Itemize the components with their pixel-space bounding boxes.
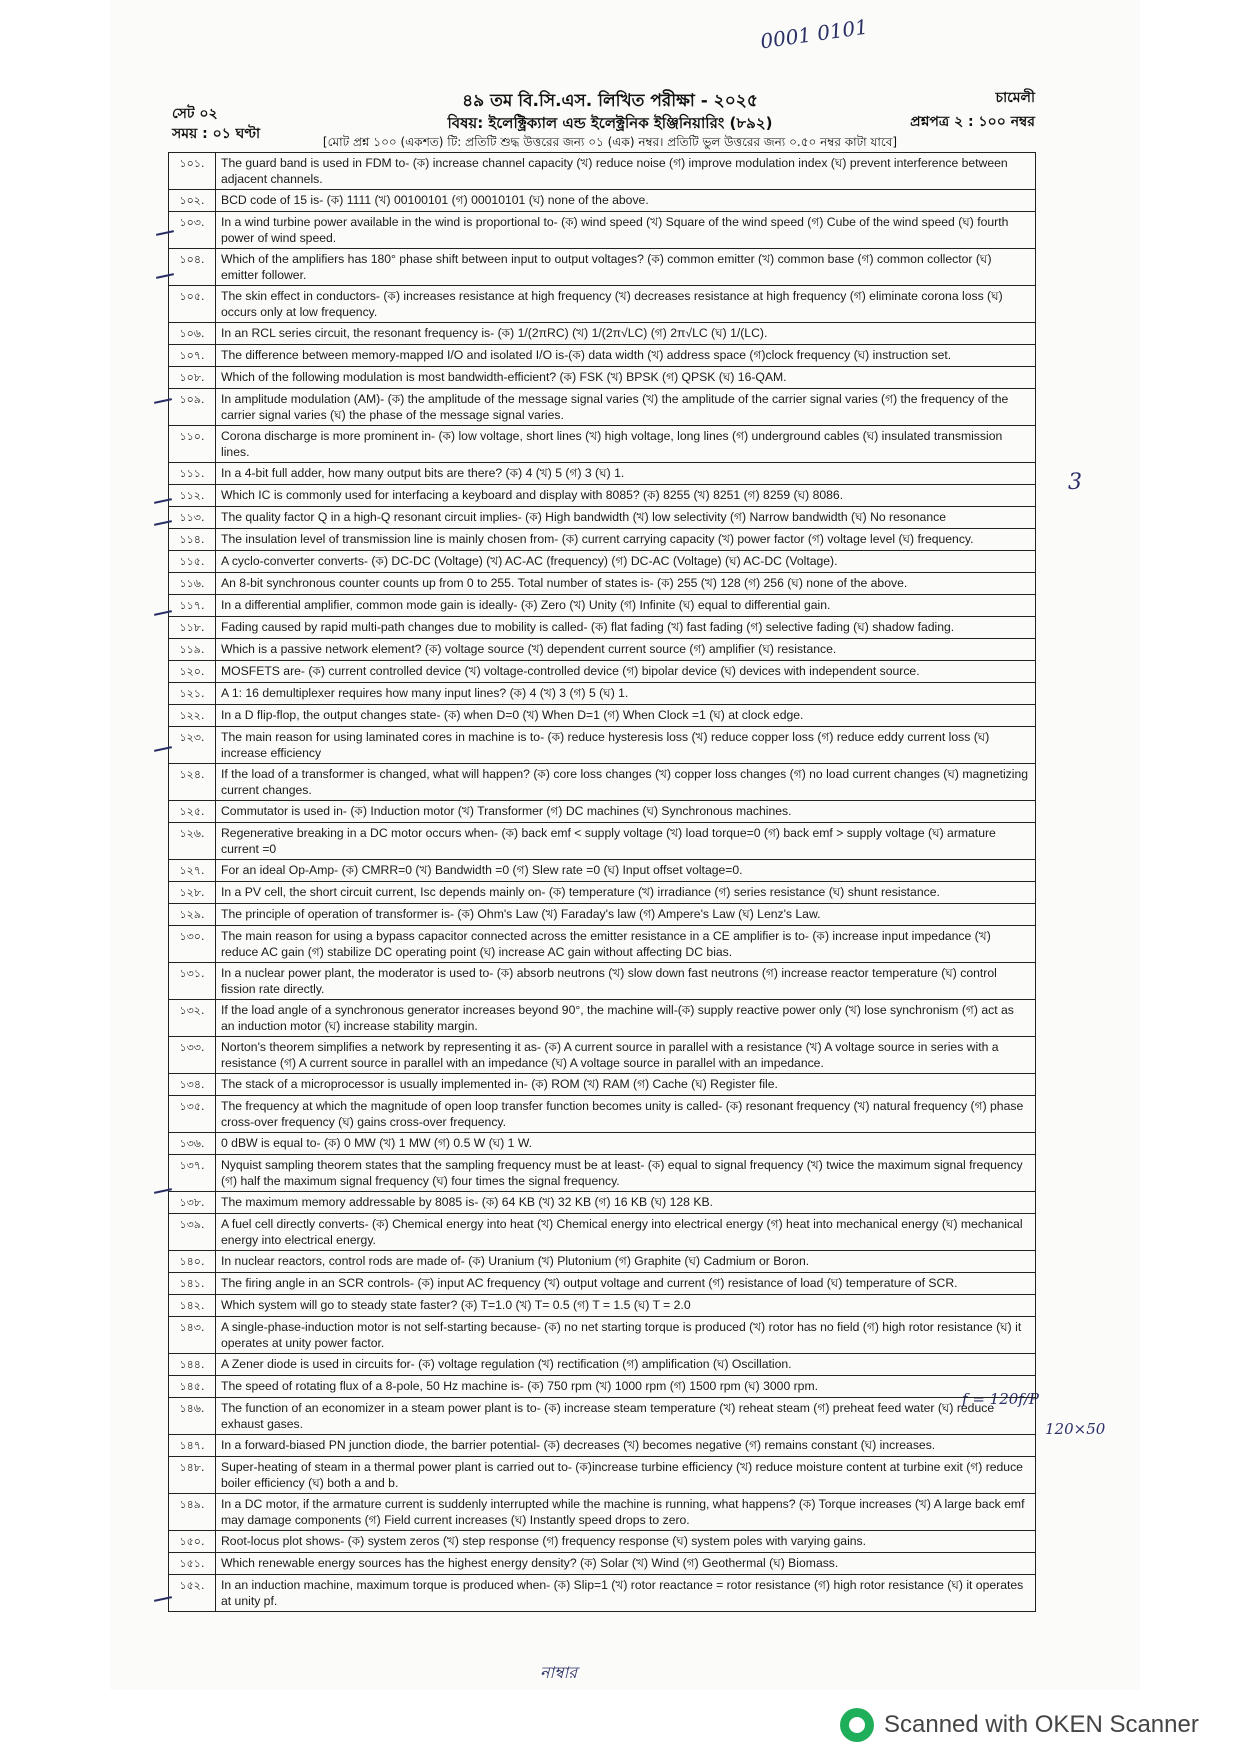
question-text: Fading caused by rapid multi-path changes due to mobility is called- (ক) flat fading (খ) fast fading (গ) selective fading (ঘ) shadow fading. bbox=[216, 617, 1036, 639]
question-text: In nuclear reactors, control rods are made of- (ক) Uranium (খ) Plutonium (গ) Graphite (ঘ) Cadmium or Boron. bbox=[216, 1251, 1036, 1273]
question-number: ১৪১. bbox=[169, 1273, 216, 1295]
question-row bbox=[169, 705, 1036, 727]
question-text: In a D flip-flop, the output changes state- (ক) when D=0 (খ) When D=1 (গ) When Clock =1 (ঘ) at clock edge. bbox=[216, 705, 1036, 727]
question-text: Which system will go to steady state faster? (ক) T=1.0 (খ) T= 0.5 (গ) T = 1.5 (ঘ) T = 2.0 bbox=[216, 1295, 1036, 1317]
question-number: ১০৭. bbox=[169, 345, 216, 367]
question-number: ১১৫. bbox=[169, 551, 216, 573]
question-text: The function of an economizer in a steam power plant is to- (ক) increase steam temperature (খ) reheat steam (গ) preheat feed water (ঘ) reduce exhaust gases. bbox=[216, 1398, 1036, 1435]
question-number: ১১৮. bbox=[169, 617, 216, 639]
question-row bbox=[169, 1096, 1036, 1133]
question-number: ১২৩. bbox=[169, 727, 216, 764]
question-text: In a 4-bit full adder, how many output bits are there? (ক) 4 (খ) 5 (গ) 3 (ঘ) 1. bbox=[216, 463, 1036, 485]
question-number: ১০১. bbox=[169, 153, 216, 190]
question-number: ১২৬. bbox=[169, 823, 216, 860]
question-text: The firing angle in an SCR controls- (ক) input AC frequency (খ) output voltage and current (গ) resistance of load (ঘ) temperature of SCR. bbox=[216, 1273, 1036, 1295]
question-number: ১২৪. bbox=[169, 764, 216, 801]
question-row bbox=[169, 212, 1036, 249]
oken-logo-icon bbox=[840, 1708, 874, 1742]
question-text: In a DC motor, if the armature current is suddenly interrupted while the machine is running, what happens? (ক) Torque increases (খ) A large back emf may damage components (গ) Field current increases (ঘ) Instantly speed drops to zero. bbox=[216, 1494, 1036, 1531]
question-row bbox=[169, 1251, 1036, 1273]
question-text: BCD code of 15 is- (ক) 1111 (খ) 00100101 (গ) 00010101 (ঘ) none of the above. bbox=[216, 190, 1036, 212]
question-number: ১১৩. bbox=[169, 507, 216, 529]
question-text: The speed of rotating flux of a 8-pole, 50 Hz machine is- (ক) 750 rpm (খ) 1000 rpm (গ) 1500 rpm (ঘ) 3000 rpm. bbox=[216, 1376, 1036, 1398]
question-row bbox=[169, 926, 1036, 963]
questions-table bbox=[168, 152, 1036, 1612]
question-text: MOSFETS are- (ক) current controlled device (খ) voltage-controlled device (গ) bipolar device (ঘ) devices with independent source. bbox=[216, 661, 1036, 683]
question-row bbox=[169, 1354, 1036, 1376]
question-text: Which of the amplifiers has 180° phase shift between input to output voltages? (ক) common emitter (খ) common base (গ) common collector (ঘ) emitter follower. bbox=[216, 249, 1036, 286]
question-number: ১২০. bbox=[169, 661, 216, 683]
question-text: The difference between memory-mapped I/O and isolated I/O is-(ক) data width (খ) address space (গ)clock frequency (ঘ) instruction set. bbox=[216, 345, 1036, 367]
question-row bbox=[169, 904, 1036, 926]
question-number: ১০৪. bbox=[169, 249, 216, 286]
question-row bbox=[169, 1295, 1036, 1317]
question-row bbox=[169, 153, 1036, 190]
question-text: Nyquist sampling theorem states that the sampling frequency must be at least- (ক) equal to signal frequency (খ) twice the maximum signal frequency (গ) half the maximum signal frequency (ঘ) four times the signal frequency. bbox=[216, 1155, 1036, 1192]
question-number: ১৩১. bbox=[169, 963, 216, 1000]
question-row bbox=[169, 323, 1036, 345]
question-number: ১১২. bbox=[169, 485, 216, 507]
question-number: ১০২. bbox=[169, 190, 216, 212]
scanner-watermark bbox=[840, 1708, 1199, 1742]
question-text: A Zener diode is used in circuits for- (ক) voltage regulation (খ) rectification (গ) amplification (ঘ) Oscillation. bbox=[216, 1354, 1036, 1376]
question-row bbox=[169, 1074, 1036, 1096]
question-number: ১৩৯. bbox=[169, 1214, 216, 1251]
handwritten-calc-formula: f = 120f/P bbox=[962, 1390, 1039, 1408]
question-text: Regenerative breaking in a DC motor occurs when- (ক) back emf < supply voltage (খ) load torque=0 (গ) back emf > supply voltage (ঘ) armature current =0 bbox=[216, 823, 1036, 860]
question-row bbox=[169, 1494, 1036, 1531]
question-row bbox=[169, 1133, 1036, 1155]
question-text: The guard band is used in FDM to- (ক) increase channel capacity (খ) reduce noise (গ) improve modulation index (ঘ) prevent interference between adjacent channels. bbox=[216, 153, 1036, 190]
question-text: In a PV cell, the short circuit current, Isc depends mainly on- (ক) temperature (খ) irradiance (গ) series resistance (ঘ) shunt resistance. bbox=[216, 882, 1036, 904]
question-row bbox=[169, 1376, 1036, 1398]
question-number: ১৩৩. bbox=[169, 1037, 216, 1074]
question-row bbox=[169, 963, 1036, 1000]
question-text: In a differential amplifier, common mode gain is ideally- (ক) Zero (খ) Unity (গ) Infinite (ঘ) equal to differential gain. bbox=[216, 595, 1036, 617]
question-number: ১১৯. bbox=[169, 639, 216, 661]
question-row bbox=[169, 551, 1036, 573]
question-number: ১৪২. bbox=[169, 1295, 216, 1317]
question-text: A 1: 16 demultiplexer requires how many input lines? (ক) 4 (খ) 3 (গ) 5 (ঘ) 1. bbox=[216, 683, 1036, 705]
exam-instructions: [মোট প্রশ্ন ১০০ (একশত) টি: প্রতিটি শুদ্ধ উত্তরের জন্য ০১ (এক) নম্বর। প্রতিটি ভুল উত্তরের জন্য ০.৫০ নম্বর কাটা যাবে] bbox=[322, 135, 898, 149]
question-number: ১৩৫. bbox=[169, 1096, 216, 1133]
question-number: ১৪৮. bbox=[169, 1457, 216, 1494]
question-text: A cyclo-converter converts- (ক) DC-DC (Voltage) (খ) AC-AC (frequency) (গ) DC-AC (Voltage) (ঘ) AC-DC (Voltage). bbox=[216, 551, 1036, 573]
question-number: ১০৬. bbox=[169, 323, 216, 345]
question-row bbox=[169, 529, 1036, 551]
question-row bbox=[169, 1435, 1036, 1457]
question-text: Which IC is commonly used for interfacing a keyboard and display with 8085? (ক) 8255 (খ) 8251 (গ) 8259 (ঘ) 8086. bbox=[216, 485, 1036, 507]
question-row bbox=[169, 1000, 1036, 1037]
question-number: ১৪৯. bbox=[169, 1494, 216, 1531]
question-text: The quality factor Q in a high-Q resonant circuit implies- (ক) High bandwidth (খ) low selectivity (গ) Narrow bandwidth (ঘ) No resonance bbox=[216, 507, 1036, 529]
question-text: A fuel cell directly converts- (ক) Chemical energy into heat (খ) Chemical energy into electrical energy (গ) heat into mechanical energy (ঘ) mechanical energy into electrical energy. bbox=[216, 1214, 1036, 1251]
question-row bbox=[169, 1317, 1036, 1354]
question-row bbox=[169, 345, 1036, 367]
question-text: The frequency at which the magnitude of open loop transfer function becomes unity is called- (ক) resonant frequency (খ) natural frequency (গ) phase cross-over frequency (ঘ) gains cross-over frequency. bbox=[216, 1096, 1036, 1133]
scanner-text: Scanned with OKEN Scanner bbox=[884, 1711, 1199, 1738]
question-number: ১১৪. bbox=[169, 529, 216, 551]
question-text: If the load of a transformer is changed, what will happen? (ক) core loss changes (খ) copper loss changes (গ) no load current changes (ঘ) magnetizing current changes. bbox=[216, 764, 1036, 801]
question-text: The main reason for using a bypass capacitor connected across the emitter resistance in a CE amplifier is to- (ক) increase input impedance (খ) reduce AC gain (গ) stabilize DC operating point (ঘ) increase AC gain without affecting DC bias. bbox=[216, 926, 1036, 963]
exam-paper-marks: প্রশ্নপত্র ২ : ১০০ নম্বর bbox=[910, 114, 1035, 130]
exam-time: সময় : ০১ ঘণ্টা bbox=[172, 126, 260, 142]
question-number: ১৪৫. bbox=[169, 1376, 216, 1398]
question-row bbox=[169, 426, 1036, 463]
question-number: ১১৭. bbox=[169, 595, 216, 617]
question-text: For an ideal Op-Amp- (ক) CMRR=0 (খ) Bandwidth =0 (গ) Slew rate =0 (ঘ) Input offset voltage=0. bbox=[216, 860, 1036, 882]
question-text: In a forward-biased PN junction diode, the barrier potential- (ক) decreases (খ) becomes negative (গ) remains constant (ঘ) increases. bbox=[216, 1435, 1036, 1457]
question-number: ১৪৩. bbox=[169, 1317, 216, 1354]
question-number: ১৪৪. bbox=[169, 1354, 216, 1376]
question-row bbox=[169, 463, 1036, 485]
question-number: ১৪০. bbox=[169, 1251, 216, 1273]
question-number: ১৫১. bbox=[169, 1553, 216, 1575]
question-text: Super-heating of steam in a thermal power plant is carried out to- (ক)increase turbine efficiency (খ) reduce moisture content at turbine exit (গ) reduce boiler efficiency (ঘ) both a and b. bbox=[216, 1457, 1036, 1494]
question-row bbox=[169, 1398, 1036, 1435]
question-text: A single-phase-induction motor is not self-starting because- (ক) no net starting torque is produced (খ) rotor has no field (গ) high rotor resistance (ঘ) it operates at unity power factor. bbox=[216, 1317, 1036, 1354]
exam-variant: চামেলী bbox=[995, 90, 1035, 106]
question-row bbox=[169, 823, 1036, 860]
question-row bbox=[169, 661, 1036, 683]
question-number: ১২৭. bbox=[169, 860, 216, 882]
question-row bbox=[169, 573, 1036, 595]
question-row bbox=[169, 1575, 1036, 1612]
question-number: ১৪৭. bbox=[169, 1435, 216, 1457]
question-row bbox=[169, 1214, 1036, 1251]
question-text: Which renewable energy sources has the highest energy density? (ক) Solar (খ) Wind (গ) Geothermal (ঘ) Biomass. bbox=[216, 1553, 1036, 1575]
question-text: In amplitude modulation (AM)- (ক) the amplitude of the message signal varies (খ) the amplitude of the carrier signal varies (গ) the frequency of the carrier signal varies (ঘ) the phase of the message signal varies. bbox=[216, 389, 1036, 426]
question-row bbox=[169, 764, 1036, 801]
question-text: An 8-bit synchronous counter counts up from 0 to 255. Total number of states is- (ক) 255 (খ) 128 (গ) 256 (ঘ) none of the above. bbox=[216, 573, 1036, 595]
question-row bbox=[169, 727, 1036, 764]
question-text: In a nuclear power plant, the moderator is used to- (ক) absorb neutrons (খ) slow down fast neutrons (গ) increase reactor temperature (ঘ) control fission rate directly. bbox=[216, 963, 1036, 1000]
question-text: In an RCL series circuit, the resonant frequency is- (ক) 1/(2πRC) (খ) 1/(2π√LC) (গ) 2π√LC (ঘ) 1/(LC). bbox=[216, 323, 1036, 345]
question-number: ১২৮. bbox=[169, 882, 216, 904]
exam-title: ৪৯ তম বি.সি.এস. লিখিত পরীক্ষা - ২০২৫ bbox=[462, 91, 758, 111]
question-row bbox=[169, 367, 1036, 389]
question-text: The insulation level of transmission line is mainly chosen from- (ক) current carrying capacity (খ) power factor (গ) voltage level (ঘ) frequency. bbox=[216, 529, 1036, 551]
question-text: Which is a passive network element? (ক) voltage source (খ) dependent current source (গ) amplifier (ঘ) resistance. bbox=[216, 639, 1036, 661]
question-number: ১২৯. bbox=[169, 904, 216, 926]
question-text: The main reason for using laminated cores in machine is to- (ক) reduce hysteresis loss (খ) reduce copper loss (গ) reduce eddy current loss (ঘ) increase efficiency bbox=[216, 727, 1036, 764]
question-number: ১১১. bbox=[169, 463, 216, 485]
question-number: ১০৩. bbox=[169, 212, 216, 249]
question-number: ১২১. bbox=[169, 683, 216, 705]
question-number: ১১০. bbox=[169, 426, 216, 463]
questions-body bbox=[169, 153, 1036, 1612]
question-row bbox=[169, 1531, 1036, 1553]
question-number: ১৩৭. bbox=[169, 1155, 216, 1192]
question-text: Norton's theorem simplifies a network by representing it as- (ক) A current source in parallel with a resistance (খ) A voltage source in series with a resistance (গ) A current source in parallel with an impedance (ঘ) A voltage source in parallel with an impedance. bbox=[216, 1037, 1036, 1074]
question-text: Corona discharge is more prominent in- (ক) low voltage, short lines (খ) high voltage, long lines (গ) underground cables (ঘ) insulated transmission lines. bbox=[216, 426, 1036, 463]
question-row bbox=[169, 1192, 1036, 1214]
question-number: ১০৮. bbox=[169, 367, 216, 389]
exam-subject: বিষয়: ইলেক্ট্রিক্যাল এন্ড ইলেক্ট্রনিক ইঞ্জিনিয়ারিং (৮৯২) bbox=[447, 114, 773, 132]
question-number: ১২৫. bbox=[169, 801, 216, 823]
handwritten-code: 0001 0101 bbox=[758, 14, 870, 54]
question-text: The principle of operation of transformer is- (ক) Ohm's Law (খ) Faraday's law (গ) Ampere's Law (ঘ) Lenz's Law. bbox=[216, 904, 1036, 926]
question-text: In an induction machine, maximum torque is produced when- (ক) Slip=1 (খ) rotor reactance = rotor resistance (গ) high rotor resistance (ঘ) it operates at unity pf. bbox=[216, 1575, 1036, 1612]
question-number: ১৫২. bbox=[169, 1575, 216, 1612]
question-text: Which of the following modulation is most bandwidth-efficient? (ক) FSK (খ) BPSK (গ) QPSK (ঘ) 16-QAM. bbox=[216, 367, 1036, 389]
question-text: The stack of a microprocessor is usually implemented in- (ক) ROM (খ) RAM (গ) Cache (ঘ) Register file. bbox=[216, 1074, 1036, 1096]
question-row bbox=[169, 1155, 1036, 1192]
question-row bbox=[169, 595, 1036, 617]
question-row bbox=[169, 801, 1036, 823]
question-row bbox=[169, 617, 1036, 639]
question-number: ১১৬. bbox=[169, 573, 216, 595]
question-number: ১৪৬. bbox=[169, 1398, 216, 1435]
question-number: ১৩৮. bbox=[169, 1192, 216, 1214]
question-text: Root-locus plot shows- (ক) system zeros (খ) step response (গ) frequency response (ঘ) system poles with varying gains. bbox=[216, 1531, 1036, 1553]
question-row bbox=[169, 1553, 1036, 1575]
question-row bbox=[169, 389, 1036, 426]
question-row bbox=[169, 190, 1036, 212]
question-text: If the load angle of a synchronous generator increases beyond 90°, the machine will-(ক) supply reactive power only (খ) lose synchronism (গ) act as an induction motor (ঘ) increase stability margin. bbox=[216, 1000, 1036, 1037]
question-row bbox=[169, 882, 1036, 904]
question-text: 0 dBW is equal to- (ক) 0 MW (খ) 1 MW (গ) 0.5 W (ঘ) 1 W. bbox=[216, 1133, 1036, 1155]
question-row bbox=[169, 1037, 1036, 1074]
question-row bbox=[169, 485, 1036, 507]
question-text: In a wind turbine power available in the wind is proportional to- (ক) wind speed (খ) Square of the wind speed (গ) Cube of the wind speed (ঘ) fourth power of wind speed. bbox=[216, 212, 1036, 249]
question-row bbox=[169, 507, 1036, 529]
question-number: ১২২. bbox=[169, 705, 216, 727]
question-number: ১৩৬. bbox=[169, 1133, 216, 1155]
question-number: ১০৫. bbox=[169, 286, 216, 323]
handwritten-bottom-note: নাম্বার bbox=[540, 1663, 578, 1682]
question-row bbox=[169, 286, 1036, 323]
question-number: ১৫০. bbox=[169, 1531, 216, 1553]
exam-set: সেট ০২ bbox=[172, 106, 218, 122]
question-row bbox=[169, 639, 1036, 661]
question-row bbox=[169, 683, 1036, 705]
handwritten-calc-product: 120×50 bbox=[1045, 1420, 1106, 1438]
question-number: ১০৯. bbox=[169, 389, 216, 426]
question-text: Commutator is used in- (ক) Induction motor (খ) Transformer (গ) DC machines (ঘ) Synchronous machines. bbox=[216, 801, 1036, 823]
exam-set-and-time bbox=[172, 104, 260, 144]
question-text: The skin effect in conductors- (ক) increases resistance at high frequency (খ) decreases resistance at high frequency (গ) eliminate corona loss (ঘ) occurs only at low frequency. bbox=[216, 286, 1036, 323]
question-row bbox=[169, 1273, 1036, 1295]
question-number: ১৩৪. bbox=[169, 1074, 216, 1096]
question-row bbox=[169, 860, 1036, 882]
question-text: The maximum memory addressable by 8085 is- (ক) 64 KB (খ) 32 KB (গ) 16 KB (ঘ) 128 KB. bbox=[216, 1192, 1036, 1214]
question-number: ১৩০. bbox=[169, 926, 216, 963]
question-row bbox=[169, 249, 1036, 286]
question-number: ১৩২. bbox=[169, 1000, 216, 1037]
question-row bbox=[169, 1457, 1036, 1494]
handwritten-side-mark: 3 bbox=[1068, 470, 1082, 495]
